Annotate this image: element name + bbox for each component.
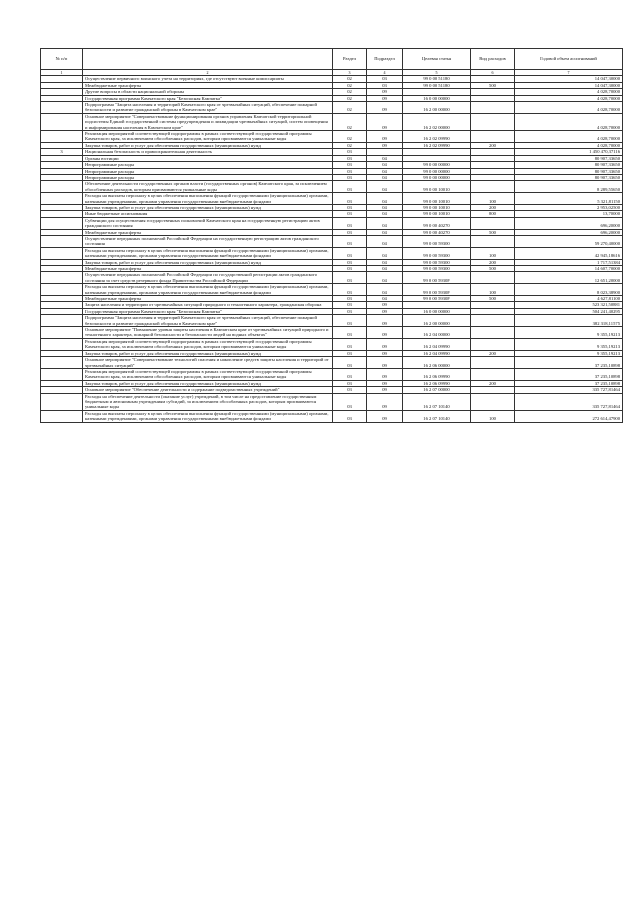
row-target-article: 16 2 02 09990 [403, 131, 471, 143]
row-name: Межбюджетные трансферты [83, 266, 333, 272]
row-podrazdel: 09 [367, 315, 403, 327]
index-cell: 7 [515, 70, 623, 76]
row-razdel: 03 [333, 368, 367, 380]
table-row [41, 181, 623, 193]
row-number [41, 315, 83, 327]
row-amount: 12 651,20000 [515, 272, 623, 284]
row-name: Непрограммные расходы [83, 174, 333, 180]
row-amount: 4 028,70000 [515, 102, 623, 114]
row-amount: 14 047,30000 [515, 76, 623, 82]
row-expense-type: 100 [471, 193, 515, 205]
row-podrazdel: 09 [367, 113, 403, 130]
row-expense-type: 500 [471, 296, 515, 302]
table-row [41, 410, 623, 422]
row-razdel: 03 [333, 266, 367, 272]
row-amount: 37 235,10898 [515, 368, 623, 380]
row-podrazdel: 09 [367, 357, 403, 369]
row-target-article: 99 0 00 10010 [403, 181, 471, 193]
row-amount: 335 727,81464 [515, 393, 623, 410]
row-expense-type: 200 [471, 142, 515, 148]
row-name: Иные бюджетные ассигнования [83, 211, 333, 217]
row-razdel: 03 [333, 387, 367, 393]
row-name: Закупка товаров, работ и услуг для обеспечения государственных (муниципальных) нужд [83, 380, 333, 386]
row-razdel: 02 [333, 102, 367, 114]
row-number [41, 131, 83, 143]
row-razdel: 03 [333, 211, 367, 217]
row-target-article: 16 0 00 00000 [403, 95, 471, 101]
row-number [41, 235, 83, 247]
header-amount: Годовой объем ассигнований [515, 49, 623, 70]
row-razdel: 03 [333, 204, 367, 210]
table-row [41, 284, 623, 296]
index-cell: 3 [333, 70, 367, 76]
row-amount: 1 450 470,37116 [515, 149, 623, 155]
row-name: Основное мероприятие "Обеспечение деятельности и содержание подведомственных учреждений" [83, 387, 333, 393]
row-target-article: 99 0 00 59300 [403, 266, 471, 272]
row-podrazdel: 04 [367, 174, 403, 180]
row-amount: 696,20000 [515, 217, 623, 229]
row-razdel: 03 [333, 217, 367, 229]
row-name: Государственная программа Камчатского края "Безопасная Камчатка" [83, 308, 333, 314]
row-target-article: 16 2 06 09990 [403, 368, 471, 380]
row-amount: 8 023,38900 [515, 284, 623, 296]
row-name: Закупка товаров, работ и услуг для обеспечения государственных (муниципальных) нужд [83, 350, 333, 356]
row-target-article: 99 0 00 40270 [403, 217, 471, 229]
row-amount: 14 047,30000 [515, 82, 623, 88]
table-row [41, 315, 623, 327]
row-podrazdel: 04 [367, 272, 403, 284]
row-expense-type [471, 113, 515, 130]
row-podrazdel: 09 [367, 142, 403, 148]
table-row [41, 193, 623, 205]
row-number [41, 181, 83, 193]
row-name: Субвенции для осуществления государственных полномочий Камчатского края на государственную регистрацию актов гражданского состояния [83, 217, 333, 229]
row-target-article: 16 2 04 09990 [403, 338, 471, 350]
row-expense-type: 100 [471, 247, 515, 259]
row-razdel: 03 [333, 410, 367, 422]
header-razdel: Раздел [333, 49, 367, 70]
row-podrazdel: 09 [367, 131, 403, 143]
row-razdel: 03 [333, 149, 367, 155]
row-name: Подпрограмма "Защита населения и территорий Камчатского края от чрезвычайных ситуаций, обеспечение пожарной безопасности и развитие гражданской обороны в Камчатском крае" [83, 102, 333, 114]
row-podrazdel: 04 [367, 181, 403, 193]
row-amount: 4 627,81100 [515, 296, 623, 302]
row-name: Расходы на выплаты персоналу в целях обеспечения выполнения функций государственными (муниципальными) органами, казенными учреждениями, органами управления государственными внебюджетными фондами [83, 247, 333, 259]
row-amount: 696,20000 [515, 229, 623, 235]
header-podrazdel: Подраздел [367, 49, 403, 70]
row-amount: 272 614,47900 [515, 410, 623, 422]
table-row [41, 327, 623, 339]
table-row [41, 113, 623, 130]
row-amount: 9 355,19213 [515, 327, 623, 339]
row-expense-type [471, 235, 515, 247]
row-podrazdel: 09 [367, 350, 403, 356]
row-target-article: 16 2 07 10140 [403, 410, 471, 422]
row-razdel: 03 [333, 357, 367, 369]
row-expense-type: 200 [471, 204, 515, 210]
row-name: Осуществление переданных полномочий Российской Федерации по государственной регистрации актов гражданского состояния за счет средств резервного фонда Правительства Российской Федерации [83, 272, 333, 284]
index-cell: 1 [41, 70, 83, 76]
row-razdel: 03 [333, 181, 367, 193]
row-number [41, 193, 83, 205]
row-razdel: 03 [333, 338, 367, 350]
row-target-article: 16 2 07 10140 [403, 393, 471, 410]
row-number [41, 338, 83, 350]
row-expense-type [471, 327, 515, 339]
row-number [41, 284, 83, 296]
row-razdel: 03 [333, 247, 367, 259]
row-number: 3 [41, 149, 83, 155]
row-target-article: 99 0 00 00000 [403, 168, 471, 174]
row-target-article: 99 0 00 10010 [403, 204, 471, 210]
row-podrazdel: 04 [367, 155, 403, 161]
row-expense-type: 200 [471, 380, 515, 386]
row-razdel: 03 [333, 284, 367, 296]
row-amount: 37 235,10898 [515, 357, 623, 369]
row-expense-type [471, 131, 515, 143]
row-razdel: 03 [333, 296, 367, 302]
row-amount: 504 241,40295 [515, 308, 623, 314]
row-podrazdel: 09 [367, 308, 403, 314]
row-expense-type: 100 [471, 284, 515, 296]
row-podrazdel: 09 [367, 393, 403, 410]
table-row [41, 102, 623, 114]
row-name: Расходы на выплаты персоналу в целях обеспечения выполнения функций государственными (муниципальными) органами, казенными учреждениями, органами управления государственными внебюджетными фондами [83, 284, 333, 296]
row-podrazdel: 04 [367, 217, 403, 229]
row-podrazdel: 09 [367, 368, 403, 380]
row-amount: 5 321,81150 [515, 193, 623, 205]
row-amount: 80 907,33650 [515, 155, 623, 161]
row-number [41, 368, 83, 380]
row-name: Непрограммные расходы [83, 168, 333, 174]
budget-document [40, 48, 622, 423]
row-podrazdel: 04 [367, 168, 403, 174]
row-razdel: 02 [333, 89, 367, 95]
row-amount: 14 607,70000 [515, 266, 623, 272]
row-amount: 382 318,11575 [515, 315, 623, 327]
row-razdel: 02 [333, 142, 367, 148]
index-cell: 2 [83, 70, 333, 76]
row-razdel: 03 [333, 259, 367, 265]
row-amount: 4 028,70000 [515, 95, 623, 101]
row-podrazdel: 04 [367, 204, 403, 210]
row-target-article: 99 0 00 5930F [403, 272, 471, 284]
row-name: Реализация мероприятий соответствующей подпрограммы в рамках соответствующей государственной программы Камчатского края, за исключением обособленных расходов, которым присваиваются уникальные коды [83, 338, 333, 350]
row-razdel: 03 [333, 350, 367, 356]
row-name: Закупка товаров, работ и услуг для обеспечения государственных (муниципальных) нужд [83, 259, 333, 265]
row-target-article: 99 0 00 40270 [403, 229, 471, 235]
row-target-article: 99 0 00 59300 [403, 247, 471, 259]
row-amount: 80 907,33650 [515, 168, 623, 174]
row-name: Подпрограмма "Защита населения и территорий Камчатского края от чрезвычайных ситуаций, обеспечение пожарной безопасности и развитие гражданской обороны в Камчатском крае" [83, 315, 333, 327]
row-amount: 4 028,70000 [515, 142, 623, 148]
row-podrazdel: 04 [367, 284, 403, 296]
row-expense-type [471, 217, 515, 229]
row-podrazdel: 04 [367, 259, 403, 265]
row-target-article: 16 2 04 09990 [403, 350, 471, 356]
row-name: Закупка товаров, работ и услуг для обеспечения государственных (муниципальных) нужд [83, 142, 333, 148]
table-row [41, 235, 623, 247]
table-row [41, 272, 623, 284]
row-razdel: 03 [333, 302, 367, 308]
row-name: Осуществление переданных полномочий Российской Федерации на государственную регистрацию актов гражданского состояния [83, 235, 333, 247]
row-podrazdel: 03 [367, 76, 403, 82]
row-razdel: 03 [333, 168, 367, 174]
index-cell: 6 [471, 70, 515, 76]
row-podrazdel: 04 [367, 229, 403, 235]
row-name: Государственная программа Камчатского края "Безопасная Камчатка" [83, 95, 333, 101]
row-name: Осуществление первичного воинского учета на территориях, где отсутствуют военные комиссариаты [83, 76, 333, 82]
row-target-article: 16 2 02 09990 [403, 142, 471, 148]
row-expense-type: 800 [471, 211, 515, 217]
row-expense-type [471, 272, 515, 284]
table-row [41, 217, 623, 229]
row-razdel: 02 [333, 95, 367, 101]
row-razdel: 03 [333, 162, 367, 168]
table-row [41, 131, 623, 143]
row-amount: 335 727,81464 [515, 387, 623, 393]
row-expense-type [471, 368, 515, 380]
row-name: Другие вопросы в области национальной обороны [83, 89, 333, 95]
table-row [41, 393, 623, 410]
row-razdel: 02 [333, 131, 367, 143]
row-target-article: 99 0 00 5930F [403, 296, 471, 302]
header-name [83, 49, 333, 70]
row-podrazdel: 09 [367, 327, 403, 339]
row-name: Межбюджетные трансферты [83, 296, 333, 302]
table-row [41, 368, 623, 380]
row-amount: 42 945,18616 [515, 247, 623, 259]
row-podrazdel: 09 [367, 387, 403, 393]
table-header-row [41, 49, 623, 70]
row-razdel: 03 [333, 272, 367, 284]
row-expense-type: 500 [471, 82, 515, 88]
row-razdel: 03 [333, 380, 367, 386]
row-razdel: 02 [333, 76, 367, 82]
row-razdel: 03 [333, 235, 367, 247]
row-expense-type: 500 [471, 266, 515, 272]
header-num: № п/п [41, 49, 83, 70]
row-number [41, 272, 83, 284]
row-expense-type [471, 338, 515, 350]
row-target-article: 99 0 00 10010 [403, 211, 471, 217]
row-razdel: 02 [333, 82, 367, 88]
row-amount: 2 953,02500 [515, 204, 623, 210]
row-expense-type: 500 [471, 229, 515, 235]
row-name: Основное мероприятие "Повышение уровня защиты населения в Камчатском крае от чрезвычайных ситуаций природного и техногенного характера, пожарной безопасности и безопасности людей на водных объектах" [83, 327, 333, 339]
row-name: Обеспечение деятельности государственных органов власти (государственных органов) Камчатского края, за исключением обособленных расходов, которым присваиваются уникальные коды [83, 181, 333, 193]
row-razdel: 03 [333, 155, 367, 161]
row-name: Межбюджетные трансферты [83, 229, 333, 235]
row-target-article: 99 0 00 59300 [403, 259, 471, 265]
row-name: Основное мероприятие "Совершенствование функционирования органов управления Камчатской территориальной подсистемы Единой государственной системы предупреждения и ликвидации чрезвычайных ситуаций, систем оповещения и информирования населения в Камчатском крае" [83, 113, 333, 130]
row-podrazdel: 03 [367, 82, 403, 88]
row-target-article: 99 0 00 00000 [403, 174, 471, 180]
row-podrazdel: 09 [367, 89, 403, 95]
row-podrazdel: 09 [367, 102, 403, 114]
row-amount: 523 321,50881 [515, 302, 623, 308]
row-name: Расходы на выплаты персоналу в целях обеспечения выполнения функций государственными (муниципальными) органами, казенными учреждениями, органами управления государственными внебюджетными фондами [83, 410, 333, 422]
table-row [41, 247, 623, 259]
row-podrazdel: 04 [367, 162, 403, 168]
row-name: Межбюджетные трансферты [83, 82, 333, 88]
row-target-article: 99 0 00 00000 [403, 162, 471, 168]
row-podrazdel: 04 [367, 193, 403, 205]
row-razdel: 03 [333, 393, 367, 410]
row-name: Основное мероприятие "Совершенствование технологий спасения и накопление средств защиты населения и территорий от чрезвычайных ситуаций" [83, 357, 333, 369]
row-number [41, 410, 83, 422]
row-podrazdel: 04 [367, 211, 403, 217]
row-amount: 1 717,51384 [515, 259, 623, 265]
row-name: Защита населения и территории от чрезвычайных ситуаций природного и техногенного характера, гражданская оборона [83, 302, 333, 308]
row-expense-type [471, 393, 515, 410]
row-name: Реализация мероприятий соответствующей подпрограммы в рамках соответствующей государственной программы Камчатского края, за исключением обособленных расходов, которым присваиваются уникальные коды [83, 368, 333, 380]
row-podrazdel: 04 [367, 247, 403, 259]
row-razdel: 03 [333, 229, 367, 235]
row-expense-type [471, 357, 515, 369]
row-name: Национальная безопасность и правоохранительная деятельность [83, 149, 333, 155]
row-expense-type: 200 [471, 350, 515, 356]
row-podrazdel: 04 [367, 266, 403, 272]
table-row [41, 338, 623, 350]
row-target-article: 16 2 07 00000 [403, 387, 471, 393]
row-target-article: 16 2 06 09990 [403, 380, 471, 386]
row-amount: 4 028,70000 [515, 89, 623, 95]
row-number [41, 217, 83, 229]
row-podrazdel: 09 [367, 410, 403, 422]
row-podrazdel: 09 [367, 302, 403, 308]
row-expense-type [471, 315, 515, 327]
row-amount: 37 235,10898 [515, 380, 623, 386]
table-row [41, 357, 623, 369]
row-target-article: 99 0 00 59300 [403, 235, 471, 247]
row-amount: 13,70000 [515, 211, 623, 217]
row-number [41, 357, 83, 369]
row-expense-type [471, 181, 515, 193]
row-expense-type: 200 [471, 259, 515, 265]
row-podrazdel: 09 [367, 95, 403, 101]
row-name: Расходы на обеспечение деятельности (оказание услуг) учреждений, в том числе на предоставление государственным бюджетным и автономным учреждениям субсидий, за исключением обособленных расходов, которым присваиваются уникальные коды [83, 393, 333, 410]
row-name: Закупка товаров, работ и услуг для обеспечения государственных (муниципальных) нужд [83, 204, 333, 210]
row-expense-type: 100 [471, 410, 515, 422]
row-name: Органы юстиции [83, 155, 333, 161]
row-podrazdel: 09 [367, 338, 403, 350]
row-name: Непрограммные расходы [83, 162, 333, 168]
row-podrazdel: 09 [367, 380, 403, 386]
header-expense-type: Вид расходов [471, 49, 515, 70]
row-number [41, 102, 83, 114]
row-amount: 80 907,33650 [515, 174, 623, 180]
row-amount: 9 355,19213 [515, 338, 623, 350]
row-name: Расходы на выплаты персоналу в целях обеспечения выполнения функций государственными (муниципальными) органами, казенными учреждениями, органами управления государственными внебюджетными фондами [83, 193, 333, 205]
row-number [41, 247, 83, 259]
row-expense-type [471, 102, 515, 114]
row-amount: 4 028,70000 [515, 131, 623, 143]
row-target-article: 99 0 00 10010 [403, 193, 471, 205]
row-number [41, 327, 83, 339]
row-podrazdel: 04 [367, 296, 403, 302]
row-target-article: 99 0 00 51180 [403, 82, 471, 88]
index-cell: 4 [367, 70, 403, 76]
row-amount: 59 270,40000 [515, 235, 623, 247]
row-amount: 9 355,19213 [515, 350, 623, 356]
row-target-article: 16 2 04 00000 [403, 327, 471, 339]
row-razdel: 02 [333, 113, 367, 130]
row-target-article: 16 2 06 00000 [403, 357, 471, 369]
row-razdel: 03 [333, 193, 367, 205]
row-razdel: 03 [333, 174, 367, 180]
index-cell: 5 [403, 70, 471, 76]
header-target-article: Целевая статья [403, 49, 471, 70]
row-podrazdel: 04 [367, 235, 403, 247]
row-razdel: 03 [333, 327, 367, 339]
row-razdel: 03 [333, 315, 367, 327]
row-target-article: 99 0 00 5930F [403, 284, 471, 296]
row-target-article: 16 0 00 00000 [403, 308, 471, 314]
row-target-article: 99 0 00 51180 [403, 76, 471, 82]
budget-table [40, 48, 623, 423]
row-amount: 80 907,33650 [515, 162, 623, 168]
row-target-article: 16 2 02 00000 [403, 113, 471, 130]
row-amount: 8 289,55650 [515, 181, 623, 193]
row-number [41, 113, 83, 130]
row-name: Реализация мероприятий соответствующей подпрограммы в рамках соответствующей государственной программы Камчатского края, за исключением обособленных расходов, которым присваиваются уникальные коды [83, 131, 333, 143]
row-target-article: 16 2 00 00000 [403, 102, 471, 114]
row-target-article: 16 2 00 00000 [403, 315, 471, 327]
row-number [41, 393, 83, 410]
row-amount: 4 028,70000 [515, 113, 623, 130]
row-razdel: 03 [333, 308, 367, 314]
